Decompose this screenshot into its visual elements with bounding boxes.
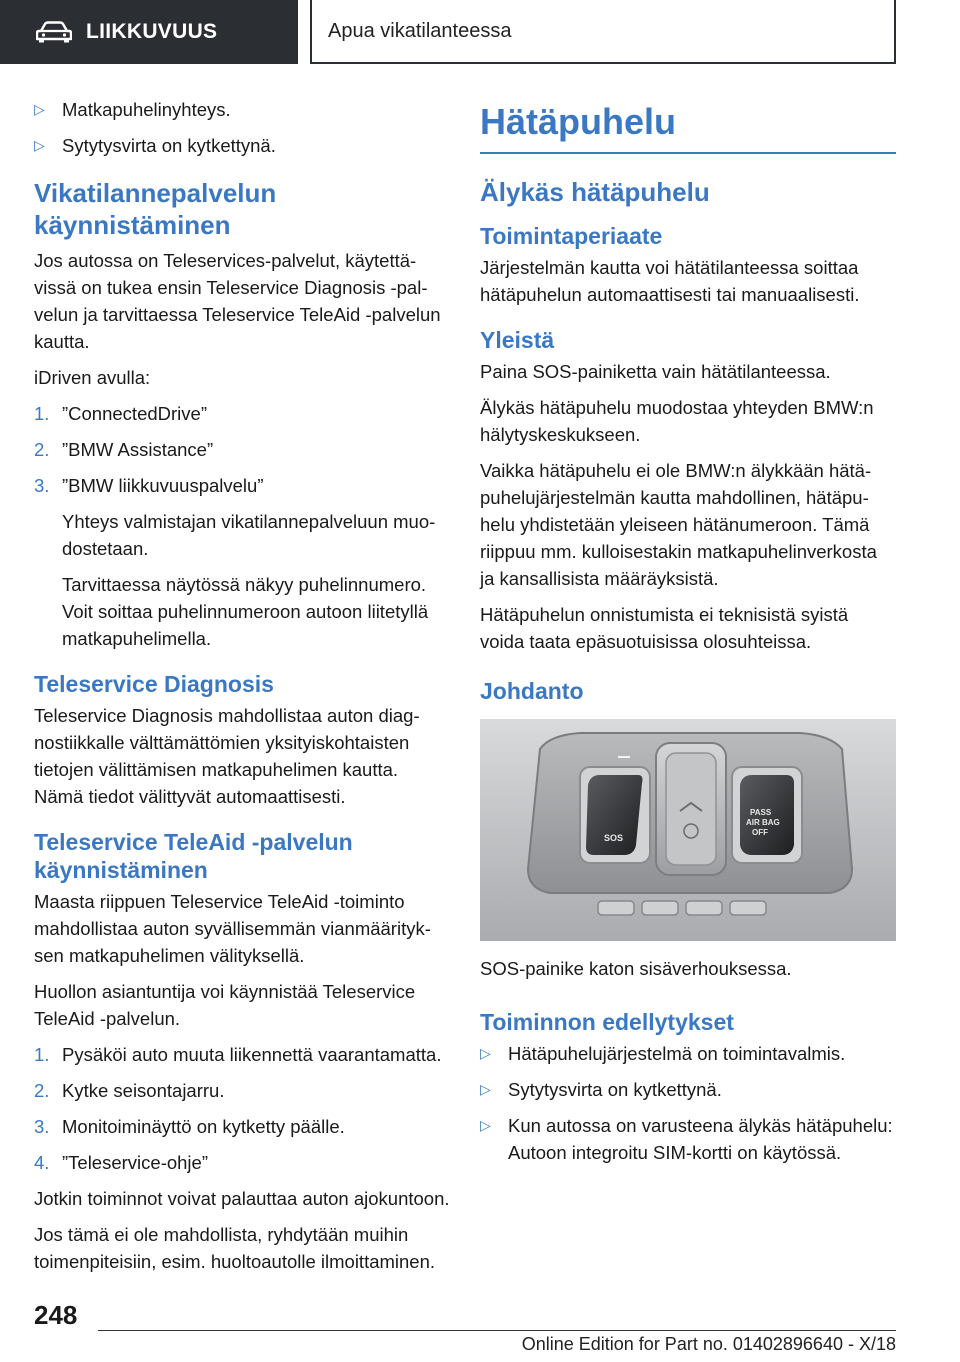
list-item: ▷ Matkapuhelinyhteys.	[34, 96, 450, 123]
list-item: 3. Monitoiminäyttö on kytketty päälle.	[34, 1116, 345, 1137]
paragraph: Hätäpuhelun onnistumista ei teknisistä syistä voida taata epäsuotuisissa olosuhteissa.	[480, 604, 849, 652]
page-header	[0, 0, 960, 66]
list-item: ▷ Hätäpuhelujärjestelmä on toimintavalmis.	[480, 1040, 896, 1067]
list-item: 4. ”Teleservice-ohje”	[34, 1152, 208, 1173]
paragraph: Järjestelmän kautta voi hätätilanteessa soittaa hätäpuhelun automaattisesti tai manuaalisesti.	[480, 257, 860, 305]
triangle-right-icon: ▷	[34, 101, 45, 117]
triangle-right-icon: ▷	[480, 1045, 491, 1061]
paragraph: Jos autossa on Teleservices-palvelut, käytettävissä on tukea ensin Teleservice Diagnosis -palvelun ja tarvittaessa Teleservice TeleAid -palvelun kautta.	[34, 250, 441, 352]
sos-button-photo	[480, 719, 896, 941]
section-title: LIIKKUVUUS	[86, 20, 218, 43]
paragraph: Paina SOS-painiketta vain hätätilanteessa.	[480, 361, 831, 382]
paragraph: iDriven avulla:	[34, 367, 151, 388]
subsection-heading: Teleservice Diagnosis	[34, 671, 274, 697]
subsection-heading: Teleservice TeleAid -palvelun käynnistäminen	[34, 829, 353, 883]
paragraph: Huollon asiantuntija voi käynnistää Teleservice TeleAid -palvelun.	[34, 981, 416, 1029]
section-tab	[0, 0, 298, 64]
page-title: Hätäpuhelu	[480, 101, 677, 142]
chapter-title: Apua vikatilanteessa	[310, 0, 896, 64]
list-item: ▷ Kun autossa on varusteena älykäs hätäpuhelu: Autoon integroitu SIM-kortti on käytössä.	[480, 1112, 896, 1166]
list-item: 2. Kytke seisontajarru.	[34, 1080, 225, 1101]
svg-text:SOS: SOS	[604, 833, 624, 843]
step-note: Yhteys valmistajan vikatilannepalveluun muodostetaan.	[62, 511, 436, 559]
paragraph: Jos tämä ei ole mahdollista, ryhdytään muihin toimenpiteisiin, esim. huoltoautolle ilmoittaminen.	[34, 1224, 436, 1272]
list-item: 2. ”BMW Assistance”	[34, 439, 214, 460]
subsection-heading: Toiminnon edellytykset	[480, 1009, 734, 1035]
title-rule	[480, 152, 896, 154]
edition-note: Online Edition for Part no. 01402896640 - X/18	[521, 1334, 896, 1354]
list-item: 1. Pysäköi auto muuta liikennettä vaarantamatta.	[34, 1044, 442, 1065]
footer-rule	[98, 1330, 896, 1331]
list-item: 1. ”ConnectedDrive”	[34, 403, 207, 424]
triangle-right-icon: ▷	[34, 137, 45, 153]
list-item: ▷ Sytytysvirta on kytkettynä.	[34, 132, 450, 159]
overhead-console-illustration	[480, 719, 896, 941]
subsection-heading: Yleistä	[480, 327, 555, 353]
figure-caption: SOS-painike katon sisäverhouksessa.	[480, 958, 792, 979]
list-item: ▷ Sytytysvirta on kytkettynä.	[480, 1076, 896, 1103]
svg-text:PASS: PASS	[750, 808, 772, 817]
left-column	[34, 96, 450, 1284]
right-column	[480, 96, 896, 1175]
paragraph: Vaikka hätäpuhelu ei ole BMW:n älykkään hätäpuhelujärjestelmän kautta mahdollinen, hätäpuhelu yhdistetään yleiseen hätänumeroon. Tämä riippuu mm. kulloisestakin matkapuhelinverkosta ja kansallisista määräyksistä.	[480, 460, 877, 589]
page-footer	[0, 1290, 960, 1362]
section-heading: Vikatilannepalvelun käynnistäminen	[34, 178, 277, 240]
svg-text:AIR BAG: AIR BAG	[746, 818, 780, 827]
svg-text:OFF: OFF	[752, 828, 768, 837]
section-heading: Älykäs hätäpuhelu	[480, 177, 710, 207]
step-note: Tarvittaessa näytössä näkyy puhelinnumero. Voit soittaa puhelinnumeroon autoon liitetyllä matkapuhelimella.	[62, 574, 429, 649]
subsection-heading: Johdanto	[480, 678, 584, 704]
triangle-right-icon: ▷	[480, 1117, 491, 1133]
list-item: 3. ”BMW liikkuvuuspalvelu”	[34, 475, 264, 496]
triangle-right-icon: ▷	[480, 1081, 491, 1097]
paragraph: Maasta riippuen Teleservice TeleAid -toiminto mahdollistaa auton syvällisemmän vianmäärityksen matkapuhelimen välityksellä.	[34, 891, 431, 966]
paragraph: Älykäs hätäpuhelu muodostaa yhteyden BMW:n hälytyskeskukseen.	[480, 397, 874, 445]
page-number: 248	[34, 1300, 78, 1330]
paragraph: Teleservice Diagnosis mahdollistaa auton diagnostiikkalle välttämättömien yksityiskohtaisten tietojen välittämisen matkapuhelimen kautta. Nämä tiedot välittyvät automaattisesti.	[34, 705, 420, 807]
paragraph: Jotkin toiminnot voivat palauttaa auton ajokuntoon.	[34, 1188, 450, 1209]
subsection-heading: Toimintaperiaate	[480, 223, 663, 249]
car-icon	[36, 21, 72, 43]
